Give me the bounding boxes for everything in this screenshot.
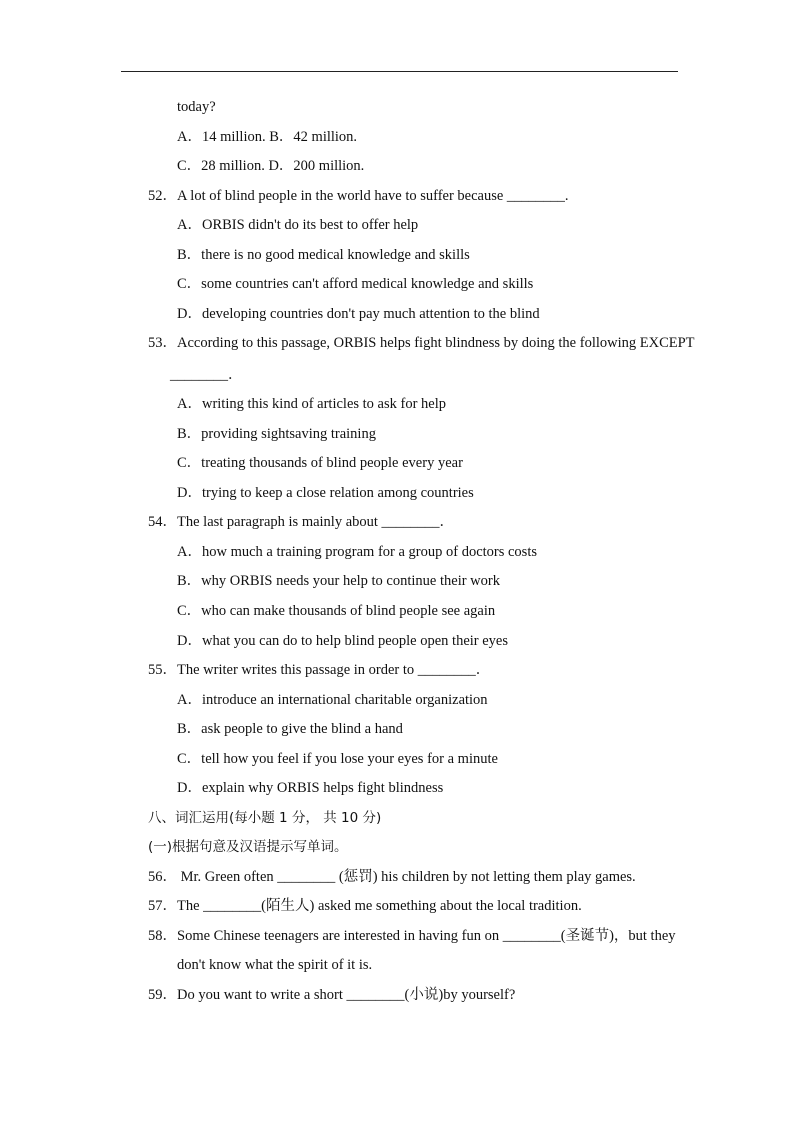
q56-stem: 56． Mr. Green often ________ (惩罚) his children by not letting them play games. [148,869,636,885]
q53-option-c: C．treating thousands of blind people every year [177,455,463,471]
q58-stem-continuation: don't know what the spirit of it is. [177,957,373,973]
q51-stem-continuation: today? [177,99,216,115]
q55-option-c: C．tell how you feel if you lose your eyes for a minute [177,751,498,767]
q53-option-b: B．providing sightsaving training [177,426,376,442]
q53-stem-blank: ________． [170,367,243,383]
header-rule [121,71,678,72]
q54-stem: 54．The last paragraph is mainly about ________． [148,514,455,530]
section-subheading: (一)根据句意及汉语提示写单词。 [148,839,348,855]
q51-options-row1: A．14 million. B．42 million. [177,129,358,145]
q51-options-row2: C．28 million. D．200 million. [177,158,365,174]
q55-stem: 55．The writer writes this passage in order to ________． [148,662,491,678]
q55-option-d: D．explain why ORBIS helps fight blindness [177,780,444,796]
section-heading: 八、词汇运用(每小题 1 分， 共 10 分) [148,810,382,826]
q54-option-b: B．why ORBIS needs your help to continue their work [177,573,500,589]
q54-option-c: C．who can make thousands of blind people see again [177,603,496,619]
q52-option-d: D．developing countries don't pay much attention to the blind [177,306,540,322]
q52-option-a: A．ORBIS didn't do its best to offer help [177,217,419,233]
q52-option-c: C．some countries can't afford medical knowledge and skills [177,276,534,292]
q54-option-d: D．what you can do to help blind people open their eyes [177,633,509,649]
q55-option-a: A．introduce an international charitable organization [177,692,488,708]
q53-option-d: D．trying to keep a close relation among countries [177,485,474,501]
q53-stem: 53．According to this passage, ORBIS helps fight blindness by doing the following EXCEPT [148,335,695,351]
q57-stem: 57．The ________(陌生人) asked me something about the local tradition. [148,898,582,914]
q54-option-a: A．how much a training program for a group of doctors costs [177,544,538,560]
q58-stem: 58．Some Chinese teenagers are interested in having fun on ________(圣诞节)，but they [148,928,676,944]
q52-stem: 52．A lot of blind people in the world have to suffer because ________. [148,188,569,204]
q52-option-b: B．there is no good medical knowledge and skills [177,247,470,263]
q53-option-a: A．writing this kind of articles to ask for help [177,396,447,412]
q55-option-b: B．ask people to give the blind a hand [177,721,403,737]
q59-stem: 59．Do you want to write a short ________(小说)by yourself? [148,987,516,1003]
